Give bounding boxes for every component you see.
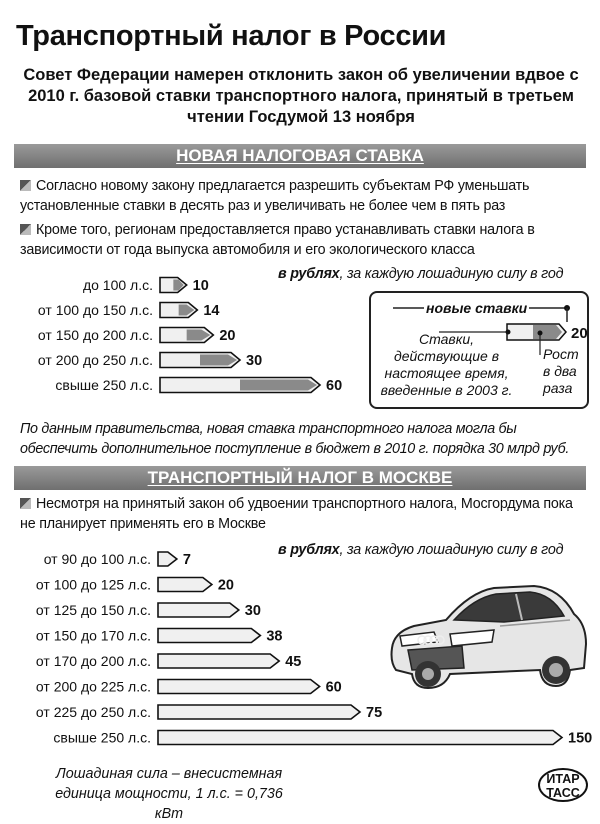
category-label: от 100 до 150 л.с. bbox=[37, 302, 153, 318]
value-label: 7 bbox=[182, 552, 191, 568]
value-label: 60 bbox=[326, 378, 343, 394]
value-label: 38 bbox=[266, 628, 283, 645]
bullet-text-1: Согласно новому закону предлагается разрешить субъектам РФ уменьшать установленные ставки в десять раз и увеличивать не более чем в пять раз bbox=[20, 178, 530, 214]
bullet-paragraph-1 bbox=[20, 176, 590, 216]
unit-caption-1-bold: в рублях bbox=[278, 266, 340, 282]
legend-sample-value: 20 bbox=[571, 325, 588, 342]
legend-sample-dark-part bbox=[533, 325, 562, 339]
value-label: 60 bbox=[325, 679, 342, 696]
bar bbox=[158, 680, 320, 694]
category-label: от 200 до 225 л.с. bbox=[35, 678, 151, 695]
value-label: 45 bbox=[285, 654, 302, 670]
category-label: от 170 до 200 л.с. bbox=[35, 653, 151, 669]
unit-caption-2-rest: , за каждую лошадиную силу в год bbox=[339, 542, 564, 558]
value-label: 20 bbox=[217, 577, 235, 594]
revenue-note: По данным правительства, новая ставка транспортного налога могла бы обеспечить дополнительное поступление в бюджет в 2010 г. порядка 30 млрд руб. bbox=[20, 421, 570, 457]
legend-growth-dot bbox=[538, 331, 543, 336]
category-label: от 90 до 100 л.с. bbox=[43, 551, 151, 567]
category-label: от 150 до 170 л.с. bbox=[35, 627, 151, 644]
bullet-paragraph-3 bbox=[20, 494, 590, 534]
category-label: свыше 250 л.с. bbox=[55, 377, 153, 393]
category-label: от 100 до 125 л.с. bbox=[35, 576, 151, 593]
legend-title: новые ставки bbox=[426, 300, 528, 316]
unit-caption-1-rest: , за каждую лошадиную силу в год bbox=[339, 266, 564, 282]
category-label: свыше 250 л.с. bbox=[53, 729, 151, 746]
bar bbox=[158, 578, 212, 592]
section-heading-new-rate: НОВАЯ НАЛОГОВАЯ СТАВКА bbox=[176, 146, 424, 165]
logo-line-1: ИТАР bbox=[546, 772, 580, 786]
value-label: 75 bbox=[366, 705, 383, 721]
legend-growth: Рост в два раза bbox=[543, 346, 579, 396]
unit-caption-2-bold: в рублях bbox=[278, 542, 340, 558]
bullet-text-3: Несмотря на принятый закон об удвоении транспортного налога, Мосгордума пока не планирует применять его в Москве bbox=[20, 496, 573, 532]
value-label: 10 bbox=[192, 278, 209, 294]
bar bbox=[158, 603, 239, 617]
value-label: 150 bbox=[568, 730, 593, 747]
value-label: 20 bbox=[219, 328, 236, 344]
bullet-square-icon bbox=[20, 180, 31, 191]
category-label: от 200 до 250 л.с. bbox=[37, 352, 153, 368]
lead-text: Совет Федерации намерен отклонить закон об увеличении вдвое с 2010 г. базовой ставки транспортного налога, принятый в третьем чтении Госдумой 13 ноября bbox=[23, 66, 579, 126]
category-label: от 125 до 150 л.с. bbox=[35, 602, 151, 618]
legend-old-rates: Ставки, действующие в настоящее время, введенные в 2003 г. bbox=[380, 331, 513, 398]
bar bbox=[158, 629, 260, 643]
value-label: 14 bbox=[203, 303, 220, 319]
bar-growth-segment bbox=[240, 380, 317, 391]
itar-tass-logo bbox=[538, 768, 588, 802]
value-label: 30 bbox=[246, 353, 263, 369]
bullet-square-icon bbox=[20, 498, 31, 509]
bullet-paragraph-2 bbox=[20, 220, 590, 260]
value-label: 30 bbox=[244, 603, 261, 619]
bar bbox=[158, 654, 279, 668]
page-title: Транспортный налог в России bbox=[16, 20, 447, 52]
bullet-square-icon bbox=[20, 224, 31, 235]
section-band-new-rate bbox=[14, 144, 586, 168]
section-heading-moscow: ТРАНСПОРТНЫЙ НАЛОГ В МОСКВЕ bbox=[147, 468, 453, 487]
bullet-text-2: Кроме того, регионам предоставляется право устанавливать ставки налога в зависимости от года выпуска автомобиля и его экологического класса bbox=[20, 222, 535, 258]
bar bbox=[158, 705, 360, 719]
bar bbox=[158, 552, 177, 566]
logo-line-2: ТАСС bbox=[546, 786, 580, 800]
category-label: от 225 до 250 л.с. bbox=[35, 704, 151, 720]
category-label: до 100 л.с. bbox=[82, 277, 153, 293]
car-illustration bbox=[384, 570, 589, 700]
section-band-moscow bbox=[14, 466, 586, 490]
legend-box bbox=[369, 291, 589, 409]
category-label: от 150 до 200 л.с. bbox=[37, 327, 153, 343]
footnote: Лошадиная сила – внесистемная единица мощности, 1 л.с. = 0,736 кВт bbox=[55, 766, 283, 822]
bar bbox=[158, 731, 562, 745]
